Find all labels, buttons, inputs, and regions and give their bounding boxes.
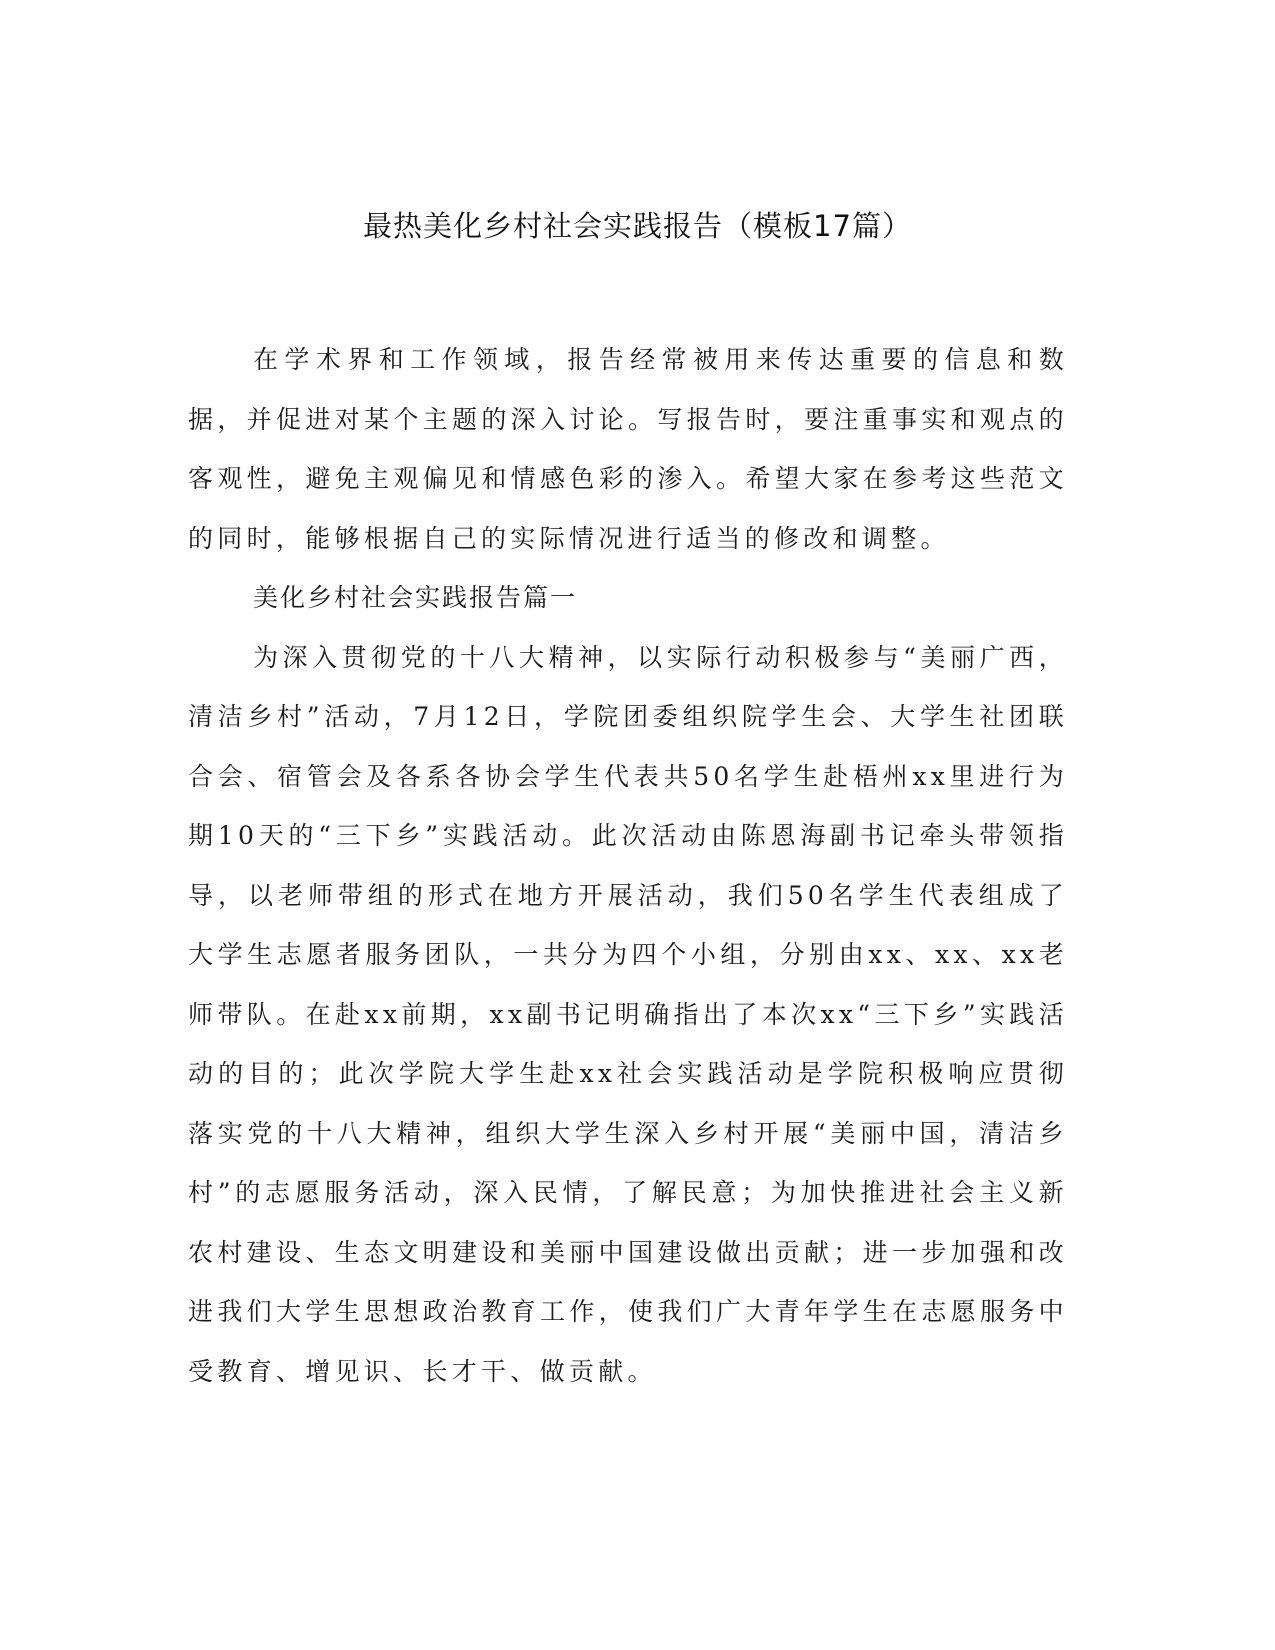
intro-paragraph: 在学术界和工作领域，报告经常被用来传达重要的信息和数据，并促进对某个主题的深入讨论。写报告时，要注重事实和观点的客观性，避免主观偏见和情感色彩的渗入。希望大家在参考这些范文的同时，能够根据自己的实际情况进行适当的修改和调整。 <box>188 345 1068 553</box>
section-paragraph: 为深入贯彻党的十八大精神，以实际行动积极参与“美丽广西，清洁乡村”活动，7月12日，学院团委组织院学生会、大学生社团联合会、宿管会及各系各协会学生代表共50名学生赴梧州xx里进行为期10天的“三下乡”实践活动。此次活动由陈恩海副书记牵头带领指导，以老师带组的形式在地方开展活动，我们50名学生代表组成了大学生志愿者服务团队，一共分为四个小组，分别由xx、xx、xx老师带队。在赴xx前期，xx副书记明确指出了本次xx“三下乡”实践活动的目的；此次学院大学生赴xx社会实践活动是学院积极响应贯彻落实党的十八大精神，组织大学生深入乡村开展“美丽中国，清洁乡村”的志愿服务活动，深入民情，了解民意；为加快推进社会主义新农村建设、生态文明建设和美丽中国建设做出贡献；进一步加强和改进我们大学生思想政治教育工作，使我们广大青年学生在志愿服务中受教育、增见识、长才干、做贡献。 <box>188 642 1068 1386</box>
document-title: 最热美化乡村社会实践报告（模板17篇） <box>363 209 912 243</box>
document-body <box>188 330 1068 1401</box>
section-heading: 美化乡村社会实践报告篇一 <box>253 583 578 612</box>
